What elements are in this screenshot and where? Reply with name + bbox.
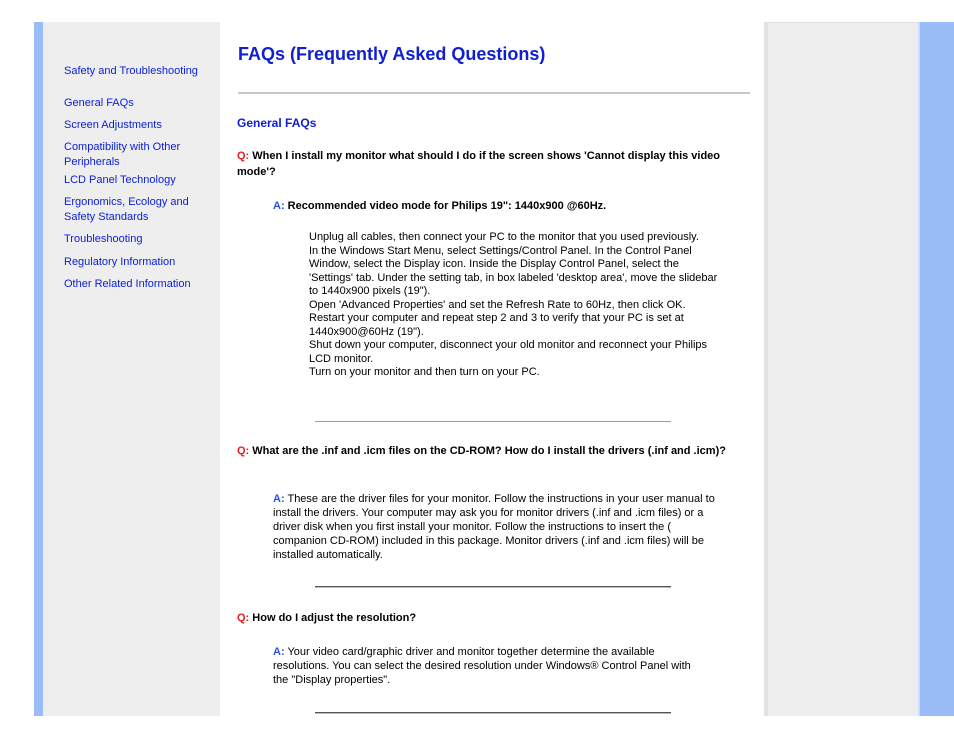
question-text: What are the .inf and .icm files on the CD-ROM? How do I install the drivers (.inf and .icm)? (252, 445, 726, 457)
answer-prefix: A: (273, 200, 285, 212)
question-text: How do I adjust the resolution? (252, 612, 417, 624)
nav-link-safety-and-troubleshooting[interactable]: Safety and Troubleshooting (64, 65, 198, 77)
nav-link-other-related-information[interactable]: Other Related Information (64, 278, 191, 290)
step-item: Restart your computer and repeat step 2 and 3 to verify that your PC is set at 1440x900@60Hz (19"). (309, 312, 684, 338)
nav-link-compatibility[interactable]: Compatibility with Other Peripherals (64, 141, 181, 168)
question-text: When I install my monitor what should I do if the screen shows 'Cannot display this video mode'? (237, 150, 721, 178)
answer-text: These are the driver files for your monitor. Follow the instructions in your user manual to install the drivers. Your computer may ask you for monitor drivers (.inf and .icm files) or a driver disk when you first install your monitor. Follow the instructions to insert the ( companion CD-ROM) included in this package. Monitor drivers (.inf and .icm files) will be installed automatically. (273, 493, 715, 561)
right-gray-panel (764, 22, 918, 716)
nav-link-troubleshooting[interactable]: Troubleshooting (64, 233, 143, 245)
faq-divider (315, 586, 671, 588)
faq-divider (315, 421, 671, 422)
step-item: Unplug all cables, then connect your PC to the monitor that you used previously. (309, 231, 699, 243)
faq-answer-3 (273, 645, 703, 687)
faq-question-3 (237, 610, 757, 626)
main-content (220, 22, 764, 716)
answer-prefix: A: (273, 646, 285, 658)
answer-text: Recommended video mode for Philips 19": 1440x900 @60Hz. (287, 200, 607, 212)
faq-question-2 (237, 443, 737, 459)
faq-answer-2 (273, 492, 718, 562)
troubleshooting-steps (309, 231, 719, 380)
step-item: Turn on your monitor and then turn on your PC. (309, 366, 540, 378)
nav-link-regulatory-information[interactable]: Regulatory Information (64, 256, 176, 268)
nav-link-general-faqs[interactable]: General FAQs (64, 97, 134, 109)
section-heading: General FAQs (237, 116, 317, 130)
sidebar-nav (43, 22, 220, 716)
faq-answer-1 (273, 199, 606, 213)
question-prefix: Q: (237, 612, 250, 624)
nav-link-screen-adjustments[interactable]: Screen Adjustments (64, 119, 162, 131)
nav-link-lcd-panel-technology[interactable]: LCD Panel Technology (64, 174, 176, 186)
answer-prefix: A: (273, 493, 285, 505)
accent-edge (918, 22, 920, 716)
answer-text: Your video card/graphic driver and monitor together determine the available resolutions. You can select the desired resolution under Windows® Control Panel with the "Display properties". (273, 646, 691, 686)
step-item: In the Windows Start Menu, select Settings/Control Panel. In the Control Panel Window, select the Display icon. Inside the Display Control Panel, select the 'Settings' tab. Under the setting tab, in box labeled 'desktop area', move the slidebar to 1440x900 pixels (19"). (309, 244, 718, 297)
question-prefix: Q: (237, 150, 250, 162)
nav-link-ergonomics[interactable]: Ergonomics, Ecology and Safety Standards (64, 196, 189, 223)
title-divider (238, 92, 750, 94)
question-prefix: Q: (237, 445, 250, 457)
right-accent-bar (918, 22, 954, 716)
faq-divider (315, 712, 671, 714)
panel-shadow (764, 22, 768, 716)
step-item: Shut down your computer, disconnect your old monitor and reconnect your Philips LCD monitor. (309, 339, 708, 365)
faq-question-1 (237, 148, 757, 180)
page-title: FAQs (Frequently Asked Questions) (238, 44, 546, 64)
left-accent-bar (34, 22, 43, 716)
panel-top-line (768, 22, 918, 23)
step-item: Open 'Advanced Properties' and set the Refresh Rate to 60Hz, then click OK. (309, 298, 686, 311)
